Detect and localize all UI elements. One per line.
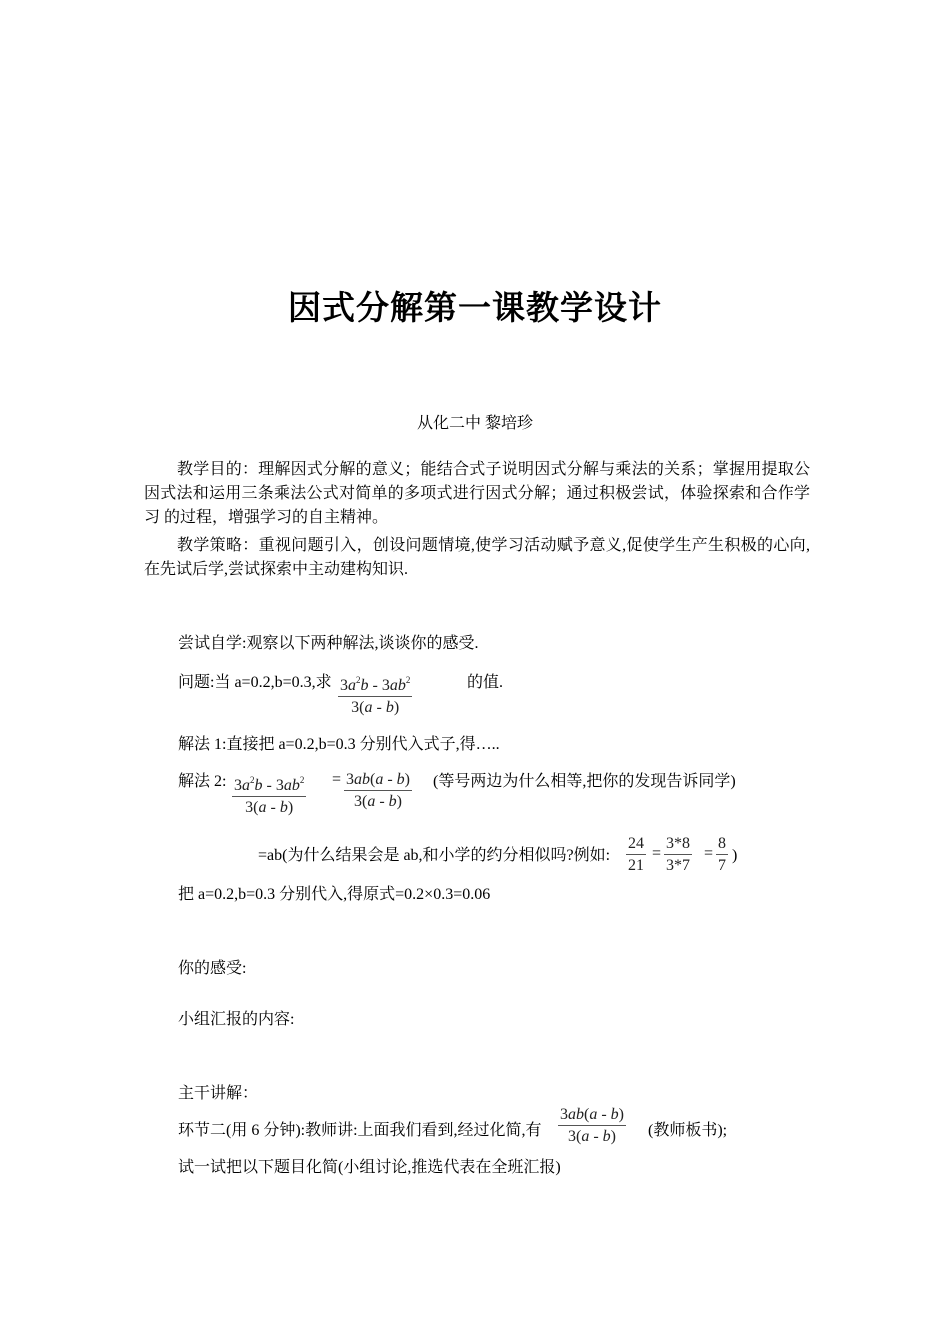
substitution-result: 把 a=0.2,b=0.3 分别代入,得原式=0.2×0.3=0.06	[178, 886, 491, 903]
document-title: 因式分解第一课教学设计	[288, 288, 662, 327]
fraction-numerator: 3ab(a - b)	[560, 1106, 624, 1123]
fraction-numerator: 8	[718, 835, 726, 852]
problem-suffix: 的值.	[467, 674, 504, 691]
your-feeling: 你的感受:	[178, 960, 247, 977]
fraction-denominator: 3(a - b)	[245, 799, 294, 816]
fraction-denominator: 3(a - b)	[354, 793, 402, 810]
problem-prefix: 问题:当 a=0.2,b=0.3,求	[178, 674, 332, 691]
problem-fraction	[338, 670, 412, 719]
fraction-denominator: 3(a - b)	[568, 1128, 616, 1145]
method2-left-fraction	[232, 770, 306, 819]
teaching-strategy: 教学策略：重视问题引入，创设问题情境,使学习活动赋予意义,促使学生产生积极的心向,在先试后学,尝试探索中主动建构知识.	[144, 537, 810, 578]
main-lecture-heading: 主干讲解：	[178, 1085, 259, 1102]
fraction-numerator: $3a^2b - 3ab^2$	[234, 775, 305, 794]
teaching-objective: 教学目的：理解因式分解的意义；能结合式子说明因式分解与乘法的关系；掌握用提取公因式法和运用三条乘法公式对简单的多项式进行因式分解；通过积极尝试，体验探索和合作学习 的过程，增强学习的自主精神。	[144, 461, 810, 526]
method2-right-fraction	[344, 770, 412, 813]
step-2-note: (教师板书);	[648, 1122, 728, 1139]
fraction-denominator: 3*7	[666, 857, 690, 874]
try-simplify: 试一试把以下题目化简(小组讨论,推选代表在全班汇报)	[178, 1159, 561, 1176]
method-2-label: 解法 2:	[178, 773, 227, 790]
result-line: =ab(为什么结果会是 ab,和小学的约分相似吗?例如:	[258, 847, 611, 864]
result-line-end: )	[732, 847, 738, 864]
method-1: 解法 1:直接把 a=0.2,b=0.3 分别代入式子,得…..	[178, 736, 500, 753]
example-fraction-3	[716, 834, 728, 877]
equals-sign: =	[332, 771, 342, 788]
group-report: 小组汇报的内容:	[178, 1011, 295, 1028]
step2-fraction	[558, 1105, 626, 1148]
example-fraction-1	[626, 834, 646, 877]
step-2-text: 环节二(用 6 分钟):教师讲:上面我们看到,经过化简,有	[178, 1122, 542, 1139]
fraction-numerator: $3a^2b - 3ab^2$	[340, 675, 411, 694]
equals-sign: =	[652, 845, 662, 862]
try-self-study: 尝试自学:观察以下两种解法,谈谈你的感受.	[178, 635, 479, 652]
fraction-numerator: 3ab(a - b)	[346, 771, 410, 788]
example-fraction-2	[664, 834, 692, 877]
author-line: 从化二中 黎培珍	[416, 415, 533, 432]
fraction-numerator: 24	[628, 835, 644, 852]
fraction-numerator: 3*8	[666, 835, 690, 852]
fraction-denominator: 3(a - b)	[351, 699, 400, 716]
fraction-denominator: 7	[718, 857, 726, 874]
fraction-denominator: 21	[628, 857, 644, 874]
equals-sign: =	[704, 845, 714, 862]
method-2-note: (等号两边为什么相等,把你的发现告诉同学)	[433, 773, 736, 790]
